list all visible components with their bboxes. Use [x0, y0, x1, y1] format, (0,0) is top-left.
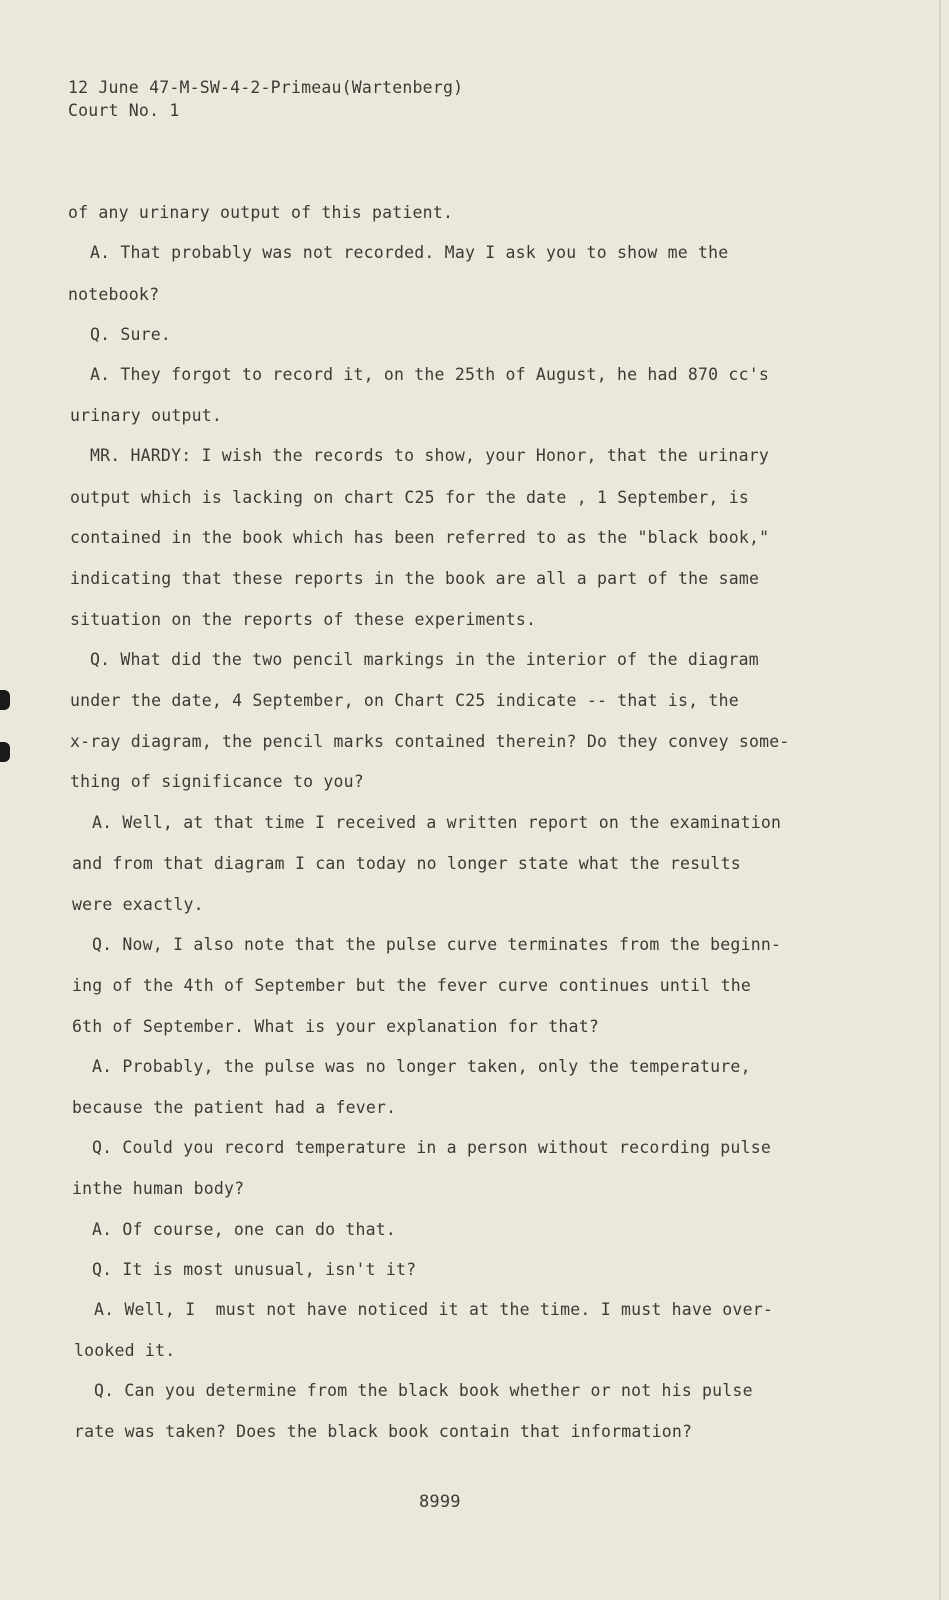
text-line: A. Probably, the pulse was no longer taken, only the temperature, [92, 1057, 751, 1076]
header-court: Court No. 1 [68, 101, 180, 120]
text-line: Q. It is most unusual, isn't it? [92, 1260, 417, 1279]
text-line: A. They forgot to record it, on the 25th of August, he had 870 cc's [90, 365, 769, 384]
text-line: because the patient had a fever. [72, 1098, 397, 1117]
text-line: urinary output. [70, 406, 223, 425]
text-line: x-ray diagram, the pencil marks contained therein? Do they convey some- [70, 732, 790, 751]
text-line: under the date, 4 September, on Chart C25 indicate -- that is, the [70, 691, 739, 710]
text-line: Q. What did the two pencil markings in the interior of the diagram [90, 650, 759, 669]
header-reference: 12 June 47-M-SW-4-2-Primeau(Wartenberg) [68, 78, 464, 97]
binding-hole-mark [0, 742, 10, 762]
text-line: output which is lacking on chart C25 for the date , 1 September, is [70, 488, 749, 507]
text-line: Q. Could you record temperature in a person without recording pulse [92, 1138, 771, 1157]
binding-hole-mark [0, 690, 10, 710]
text-line: and from that diagram I can today no longer state what the results [72, 854, 741, 873]
text-line: indicating that these reports in the book are all a part of the same [70, 569, 760, 588]
text-line: ing of the 4th of September but the fever curve continues until the [72, 976, 751, 995]
page-edge [939, 0, 941, 1600]
text-line: situation on the reports of these experiments. [70, 610, 537, 629]
text-line: were exactly. [72, 895, 204, 914]
text-line: A. Well, I must not have noticed it at the time. I must have over- [94, 1300, 773, 1319]
text-line: Q. Now, I also note that the pulse curve terminates from the beginn- [92, 935, 782, 954]
text-line: contained in the book which has been referred to as the "black book," [70, 528, 770, 547]
text-line: looked it. [74, 1341, 176, 1360]
text-line: MR. HARDY: I wish the records to show, your Honor, that the urinary [90, 446, 769, 465]
text-line: A. That probably was not recorded. May I ask you to show me the [90, 243, 729, 262]
text-line: thing of significance to you? [70, 772, 364, 791]
page-number: 8999 [419, 1492, 461, 1512]
text-line: 6th of September. What is your explanation for that? [72, 1017, 599, 1036]
text-line: rate was taken? Does the black book contain that information? [74, 1422, 693, 1441]
text-line: of any urinary output of this patient. [68, 203, 454, 222]
text-line: A. Well, at that time I received a written report on the examination [92, 813, 782, 832]
document-header [68, 76, 463, 122]
text-line: A. Of course, one can do that. [92, 1220, 397, 1239]
text-line: inthe human body? [72, 1179, 245, 1198]
text-line: Q. Sure. [90, 325, 172, 344]
text-line: Q. Can you determine from the black book whether or not his pulse [94, 1381, 753, 1400]
text-line: notebook? [68, 285, 160, 304]
